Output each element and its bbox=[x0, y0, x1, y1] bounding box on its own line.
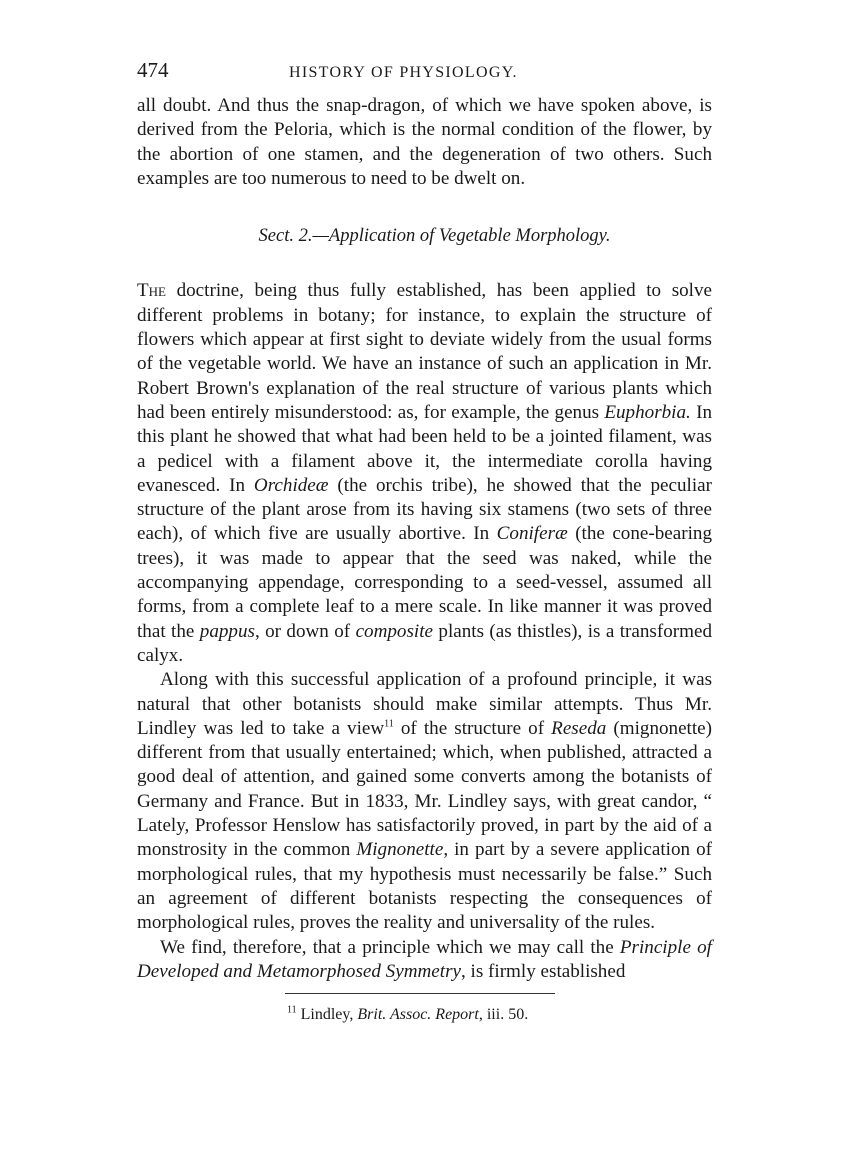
body-text bbox=[137, 94, 712, 984]
text-run: doctrine, being thus fully established, has been applied to solve different problems in botany; for instance, to explain the structure of flowers which appear at first sight to deviate widely from the usual forms of the vegetable world. We have an instance of such an application in Mr. Robert Brown's explanation of the real structure of various plants which had been entirely misunderstood: as, for example, the genus bbox=[137, 280, 712, 423]
text-run: Along with this successful application of a profound principle, it was natural that other botanists should make similar attempts. Thus Mr. Lindley was led to take a view bbox=[137, 669, 712, 739]
text-run: plants (as thistles), is a transformed calyx. bbox=[137, 620, 712, 666]
paragraph-continued: all doubt. And thus the snap-dragon, of which we have spoken above, is derived from the Peloria, which is the normal condition of the flower, by the abortion of one stamen, and the degeneration of two others. Such examples are too numerous to need to be dwelt on. bbox=[137, 95, 712, 189]
footnote-marker: 11 bbox=[287, 1004, 297, 1016]
footnote-reference[interactable]: 11 bbox=[384, 718, 394, 730]
running-head bbox=[137, 58, 712, 94]
text-run: In this plant he showed that what had been held to be a jointed filament, was a pedicel with a filament above it, the intermediate corolla having evanesced. In bbox=[137, 401, 712, 496]
term-reseda: Reseda bbox=[551, 717, 607, 739]
text-run: (mignonette) different from that usually entertained; which, when published, attracted a good deal of attention, and gained some converts among the botanists of Germany and France. But in 1833, Mr. Lindley says, with great candor, “ Lately, Professor Henslow has satisfactorily proved, in part by the aid of a monstrosity in the common bbox=[137, 717, 712, 861]
footnote-location: , iii. 50. bbox=[478, 1006, 529, 1024]
section-number: Sect. 2. bbox=[258, 226, 313, 247]
text-run: (the cone-bearing trees), it was made to appear that the seed was naked, while the accompanying appendage, corresponding to a seed-vessel, assumed all forms, from a complete leaf to a mere scale. In like manner it was proved that the bbox=[137, 523, 712, 642]
lead-word: The bbox=[137, 280, 166, 302]
footnote-author: Lindley, bbox=[296, 1006, 358, 1024]
footnote-divider bbox=[285, 993, 555, 994]
text-run: , or down of bbox=[254, 620, 356, 642]
term-orchideae: Orchideæ bbox=[253, 474, 329, 496]
book-page bbox=[137, 58, 712, 1024]
term-coniferae: Coniferæ bbox=[496, 523, 568, 545]
term-pappus: pappus bbox=[199, 620, 255, 642]
text-run: , in part by a severe application of morphological rules, that my hypothesis must necessarily be false.” Such an agreement of different botanists respecting the consequences of morphological rules, proves the reality and universality of the rules. bbox=[137, 839, 712, 934]
paragraph-doctrine bbox=[137, 279, 712, 668]
paragraph-lindley bbox=[137, 668, 712, 935]
page-number: 474 bbox=[137, 58, 169, 82]
running-title: HISTORY OF PHYSIOLOGY. bbox=[289, 64, 518, 81]
text-run: , is firmly established bbox=[460, 960, 626, 982]
text-run: (the orchis tribe), he showed that the peculiar structure of the plant arose from its having six stamens (two sets of three each), of which five are usually abortive. In bbox=[137, 474, 712, 545]
section-title: Application of Vegetable Morphology. bbox=[328, 226, 611, 247]
term-mignonette: Mignonette bbox=[356, 839, 444, 861]
text-run: We find, therefore, that a principle which we may call the bbox=[160, 936, 620, 958]
footnote-source: Brit. Assoc. Report bbox=[357, 1006, 479, 1024]
section-dash: — bbox=[312, 226, 329, 247]
term-principle: Principle of Developed and Metamorphosed Symmetry bbox=[137, 936, 712, 982]
paragraph-principle bbox=[137, 936, 712, 985]
term-euphorbia: Euphorbia. bbox=[604, 401, 691, 423]
section-heading bbox=[137, 224, 712, 248]
text-run: of the structure of bbox=[393, 717, 552, 739]
footnote bbox=[137, 1006, 712, 1024]
term-composite: composite bbox=[355, 620, 433, 642]
